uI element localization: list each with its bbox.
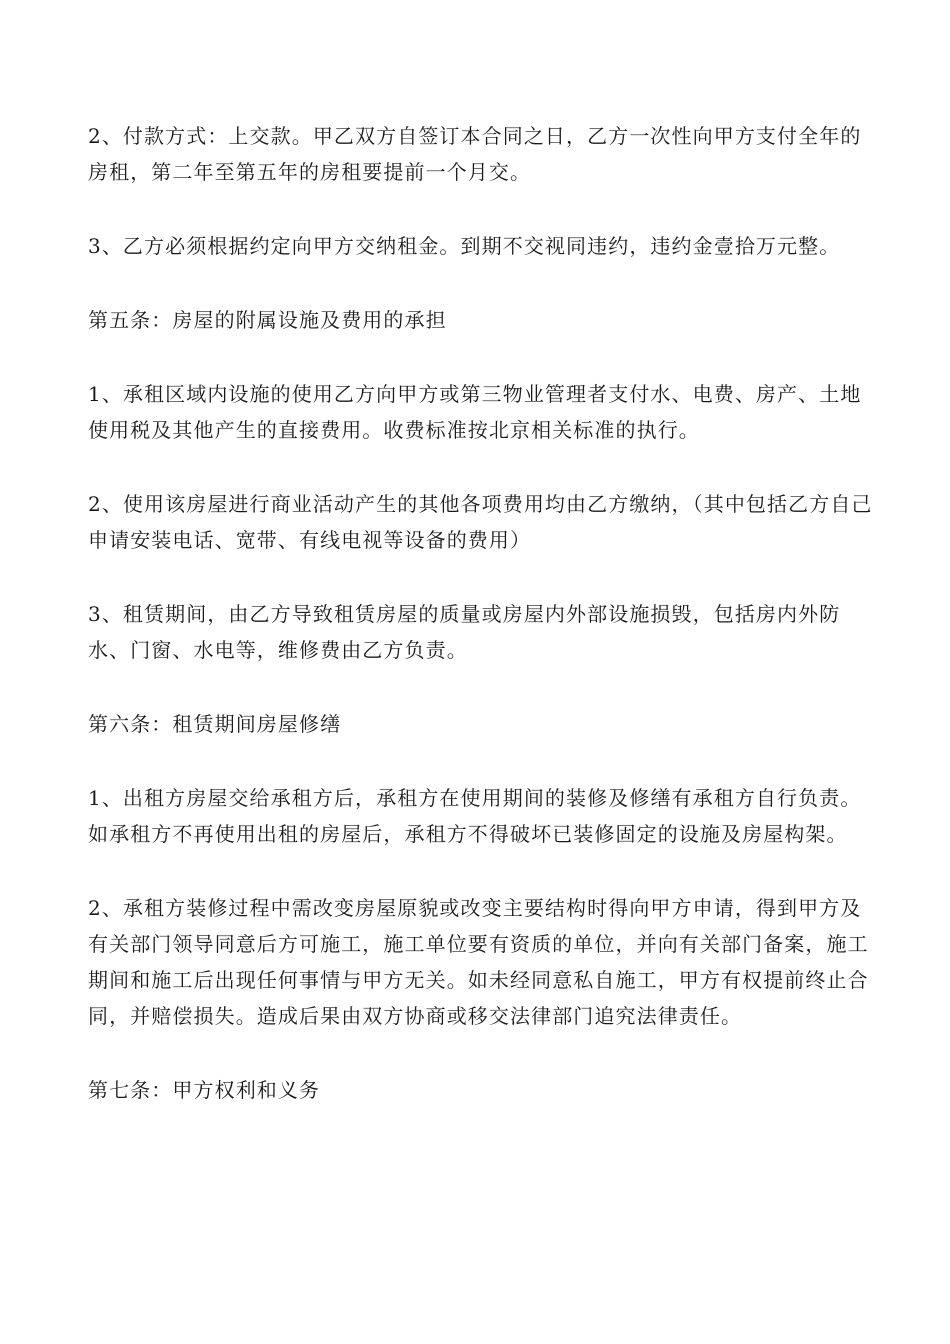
article-five-heading: 第五条：房屋的附属设施及费用的承担 bbox=[88, 308, 447, 332]
payment-method-clause: 2、付款方式：上交款。甲乙双方自签订本合同之日，乙方一次性向甲方支付全年的房租，第二年至第五年的房租要提前一个月交。 bbox=[88, 124, 862, 184]
damage-repair-clause: 3、租赁期间，由乙方导致租赁房屋的质量或房屋内外部设施损毁，包括房内外防水、门窗、水电等，维修费由乙方负责。 bbox=[88, 602, 841, 662]
article-six-heading: 第六条：租赁期间房屋修缮 bbox=[88, 712, 342, 736]
rent-payment-clause: 3、乙方必须根据约定向甲方交纳租金。到期不交视同违约，违约金壹拾万元整。 bbox=[88, 234, 841, 258]
document-page bbox=[88, 118, 878, 1146]
utilities-fees-clause: 1、承租区域内设施的使用乙方向甲方或第三物业管理者支付水、电费、房产、土地使用税及其他产生的直接费用。收费标准按北京相关标准的执行。 bbox=[88, 382, 862, 442]
structural-change-clause: 2、承租方装修过程中需改变房屋原貌或改变主要结构时得向甲方申请，得到甲方及有关部门领导同意后方可施工，施工单位要有资质的单位，并向有关部门备案，施工期间和施工后出现任何事情与甲方无关。如未经同意私自施工，甲方有权提前终止合同，并赔偿损失。造成后果由双方协商或移交法律部门追究法律责任。 bbox=[88, 896, 869, 1028]
renovation-responsibility-clause: 1、出租方房屋交给承租方后，承租方在使用期间的装修及修缮有承租方自行负责。如承租方不再使用出租的房屋后，承租方不得破坏已装修固定的设施及房屋构架。 bbox=[88, 786, 862, 846]
article-seven-heading: 第七条：甲方权利和义务 bbox=[88, 1078, 321, 1102]
business-fees-clause: 2、使用该房屋进行商业活动产生的其他各项费用均由乙方缴纳，（其中包括乙方自己申请安装电话、宽带、有线电视等设备的费用） bbox=[88, 492, 873, 552]
